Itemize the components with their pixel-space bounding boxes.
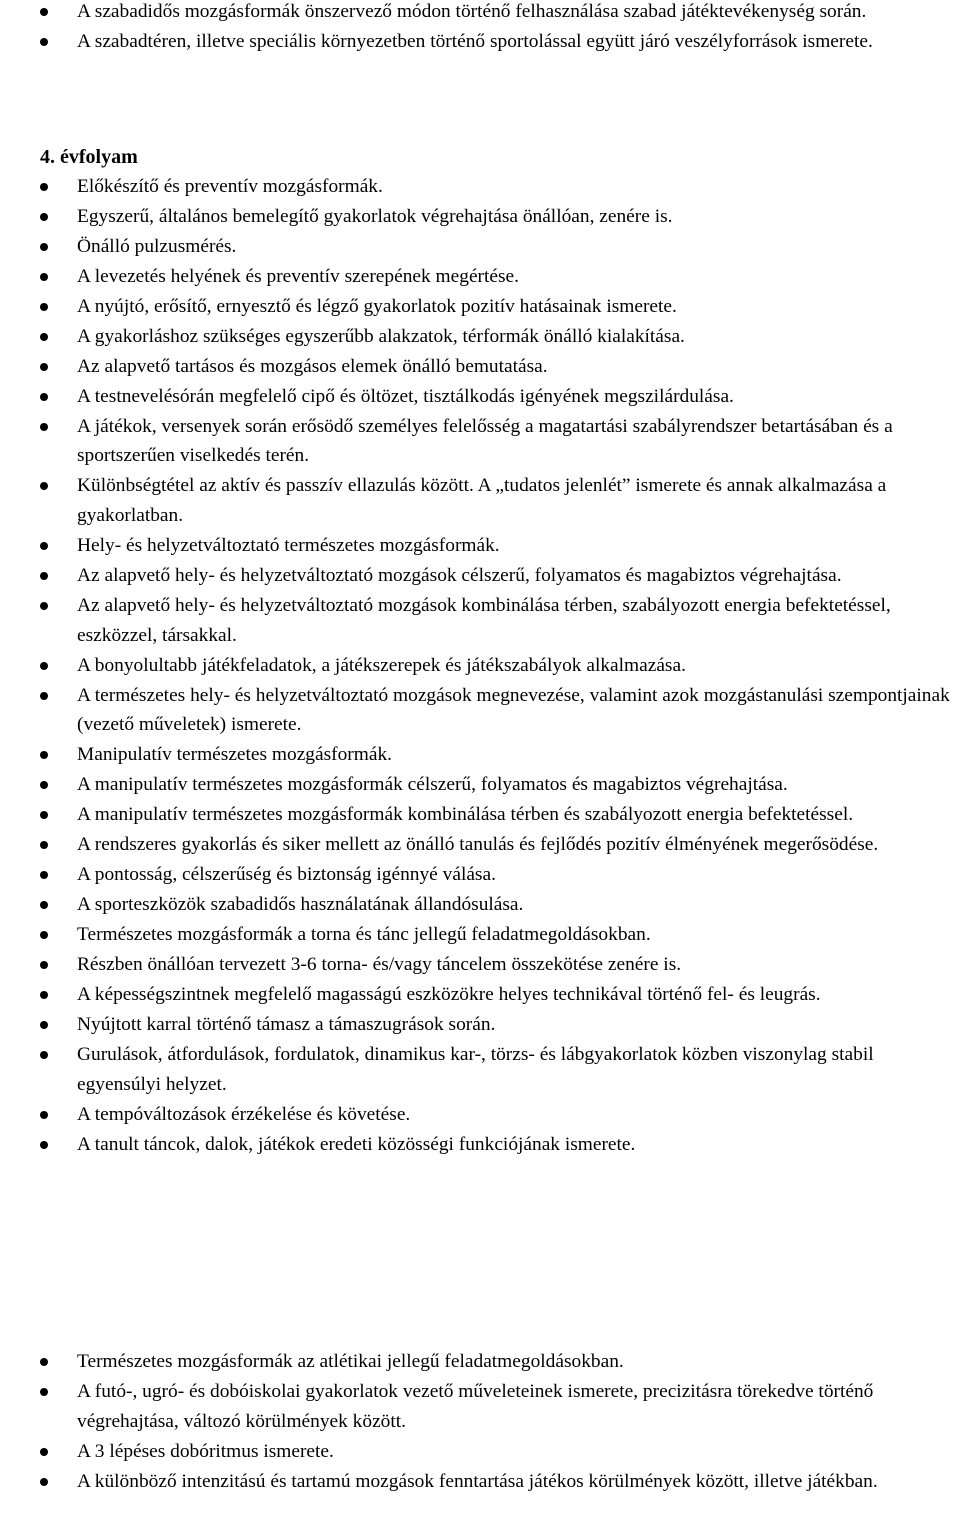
list-item-text: A nyújtó, erősítő, ernyesztő és légző gyakorlatok pozitív hatásainak ismerete.	[77, 295, 677, 317]
list-item	[0, 1377, 960, 1436]
list-item-text: A bonyolultabb játékfeladatok, a játékszerepek és játékszabályok alkalmazása.	[77, 654, 686, 676]
list-item-text: Az alapvető tartásos és mozgásos elemek önálló bemutatása.	[77, 355, 548, 377]
list-item	[0, 1347, 960, 1377]
bullet-icon	[40, 692, 48, 700]
list-item-text: A manipulatív természetes mozgásformák kombinálása térben és szabályozott energia befektetéssel.	[77, 804, 854, 826]
bullet-icon	[40, 183, 48, 191]
list-item-text: A tanult táncok, dalok, játékok eredeti közösségi funkciójának ismerete.	[77, 1133, 636, 1155]
list-item	[0, 950, 960, 980]
bullet-icon	[40, 991, 48, 999]
list-item	[0, 1437, 960, 1467]
list-item	[0, 920, 960, 950]
list-item-text: A gyakorláshoz szükséges egyszerűbb alakzatok, térformák önálló kialakítása.	[77, 325, 685, 347]
list-item	[0, 740, 960, 770]
bullet-icon	[40, 901, 48, 909]
list-item-text: A szabadtéren, illetve speciális környezetben történő sportolással együtt járó veszélyforrások ismerete.	[77, 30, 873, 52]
list-item-text: Hely- és helyzetváltoztató természetes mozgásformák.	[77, 535, 500, 557]
list-item	[0, 262, 960, 292]
athletics-bullet-list	[0, 1347, 960, 1497]
grade-bullet-list	[0, 172, 960, 1160]
list-item-text: A tempóváltozások érzékelése és követése.	[77, 1103, 411, 1125]
list-item-text: A futó-, ugró- és dobóiskolai gyakorlatok vezető műveleteinek ismerete, precizitásra törekedve történő végrehajtása, változó körülmények között.	[77, 1380, 874, 1432]
list-item	[0, 860, 960, 890]
bullet-icon	[40, 1388, 48, 1396]
bullet-icon	[40, 243, 48, 251]
intro-bullet-list	[0, 0, 960, 57]
list-item	[0, 1040, 960, 1099]
list-item	[0, 202, 960, 232]
list-item	[0, 770, 960, 800]
list-item	[0, 531, 960, 561]
grade-heading: 4. évfolyam	[40, 146, 138, 168]
list-item-text: A levezetés helyének és preventív szerepének megértése.	[77, 265, 519, 287]
list-item-text: Az alapvető hely- és helyzetváltoztató mozgások kombinálása térben, szabályozott energia befektetéssel, eszközzel, társakkal.	[77, 595, 891, 646]
list-item-text: Természetes mozgásformák az atlétikai jellegű feladatmegoldásokban.	[77, 1351, 624, 1372]
bullet-icon	[40, 602, 48, 610]
list-item-text: Manipulatív természetes mozgásformák.	[77, 744, 392, 766]
list-item	[0, 0, 960, 27]
list-item	[0, 1467, 960, 1497]
bullet-icon	[40, 393, 48, 401]
list-item	[0, 232, 960, 262]
list-item	[0, 561, 960, 591]
list-item	[0, 1130, 960, 1160]
list-item	[0, 352, 960, 382]
bullet-icon	[40, 1021, 48, 1029]
bullet-icon	[40, 961, 48, 969]
list-item-text: A szabadidős mozgásformák önszervező módon történő felhasználása szabad játéktevékenység során.	[77, 1, 867, 22]
bullet-icon	[40, 871, 48, 879]
bullet-icon	[40, 8, 48, 16]
list-item	[0, 322, 960, 352]
list-item	[0, 651, 960, 681]
list-item	[0, 591, 960, 650]
list-item-text: Egyszerű, általános bemelegítő gyakorlatok végrehajtása önállóan, zenére is.	[77, 205, 673, 227]
bullet-icon	[40, 1111, 48, 1119]
list-item	[0, 980, 960, 1010]
list-item-text: Önálló pulzusmérés.	[77, 235, 237, 257]
list-item	[0, 1100, 960, 1130]
list-item-text: Gurulások, átfordulások, fordulatok, dinamikus kar-, törzs- és lábgyakorlatok közben viszonylag stabil egyensúlyi helyzet.	[77, 1043, 874, 1095]
bullet-icon	[40, 423, 48, 431]
bullet-icon	[40, 751, 48, 759]
list-item-text: Az alapvető hely- és helyzetváltoztató mozgások célszerű, folyamatos és magabiztos végrehajtása.	[77, 565, 842, 587]
bullet-icon	[40, 931, 48, 939]
bullet-icon	[40, 1358, 48, 1366]
bullet-icon	[40, 1448, 48, 1456]
list-item-text: Természetes mozgásformák a torna és tánc jellegű feladatmegoldásokban.	[77, 924, 651, 946]
list-item	[0, 27, 960, 57]
bullet-icon	[40, 482, 48, 490]
list-item	[0, 292, 960, 322]
list-item	[0, 800, 960, 830]
list-item-text: Nyújtott karral történő támasz a támaszugrások során.	[77, 1014, 496, 1035]
list-item	[0, 172, 960, 202]
list-item-text: Előkészítő és preventív mozgásformák.	[77, 176, 383, 197]
bullet-icon	[40, 572, 48, 580]
bullet-icon	[40, 363, 48, 371]
list-item-text: A természetes hely- és helyzetváltoztató mozgások megnevezése, valamint azok mozgástanulási szempontjainak (vezető műveletek) ismerete.	[77, 684, 950, 736]
bullet-icon	[40, 781, 48, 789]
bullet-icon	[40, 303, 48, 311]
list-item	[0, 471, 960, 530]
bullet-icon	[40, 333, 48, 341]
bullet-icon	[40, 841, 48, 849]
bullet-icon	[40, 1051, 48, 1059]
list-item	[0, 681, 960, 740]
list-item-text: A játékok, versenyek során erősödő személyes felelősség a magatartási szabályrendszer betartásában és a sportszerűen viselkedés terén.	[77, 415, 893, 467]
list-item	[0, 1010, 960, 1040]
bullet-icon	[40, 662, 48, 670]
list-item	[0, 830, 960, 860]
list-item-text: A manipulatív természetes mozgásformák célszerű, folyamatos és magabiztos végrehajtása.	[77, 774, 788, 796]
list-item	[0, 890, 960, 920]
list-item-text: A képességszintnek megfelelő magasságú eszközökre helyes technikával történő fel- és leugrás.	[77, 984, 821, 1006]
list-item-text: A rendszeres gyakorlás és siker mellett az önálló tanulás és fejlődés pozitív élményének megerősödése.	[77, 834, 879, 856]
list-item-text: Különbségtétel az aktív és passzív ellazulás között. A „tudatos jelenlét” ismerete és annak alkalmazása a gyakorlatban.	[77, 475, 887, 527]
bullet-icon	[40, 213, 48, 221]
list-item	[0, 412, 960, 471]
list-item-text: A pontosság, célszerűség és biztonság igénnyé válása.	[77, 864, 496, 886]
bullet-icon	[40, 542, 48, 550]
list-item-text: Részben önállóan tervezett 3-6 torna- és/vagy táncelem összekötése zenére is.	[77, 954, 682, 976]
bullet-icon	[40, 273, 48, 281]
list-item-text: A különböző intenzitású és tartamú mozgások fenntartása játékos körülmények között, illetve játékban.	[77, 1470, 878, 1492]
list-item-text: A sporteszközök szabadidős használatának állandósulása.	[77, 894, 524, 916]
list-item	[0, 382, 960, 412]
bullet-icon	[40, 811, 48, 819]
bullet-icon	[40, 1141, 48, 1149]
list-item-text: A testnevelésórán megfelelő cipő és öltözet, tisztálkodás igényének megszilárdulása.	[77, 385, 734, 407]
bullet-icon	[40, 1478, 48, 1486]
list-item-text: A 3 lépéses dobóritmus ismerete.	[77, 1440, 334, 1462]
bullet-icon	[40, 38, 48, 46]
